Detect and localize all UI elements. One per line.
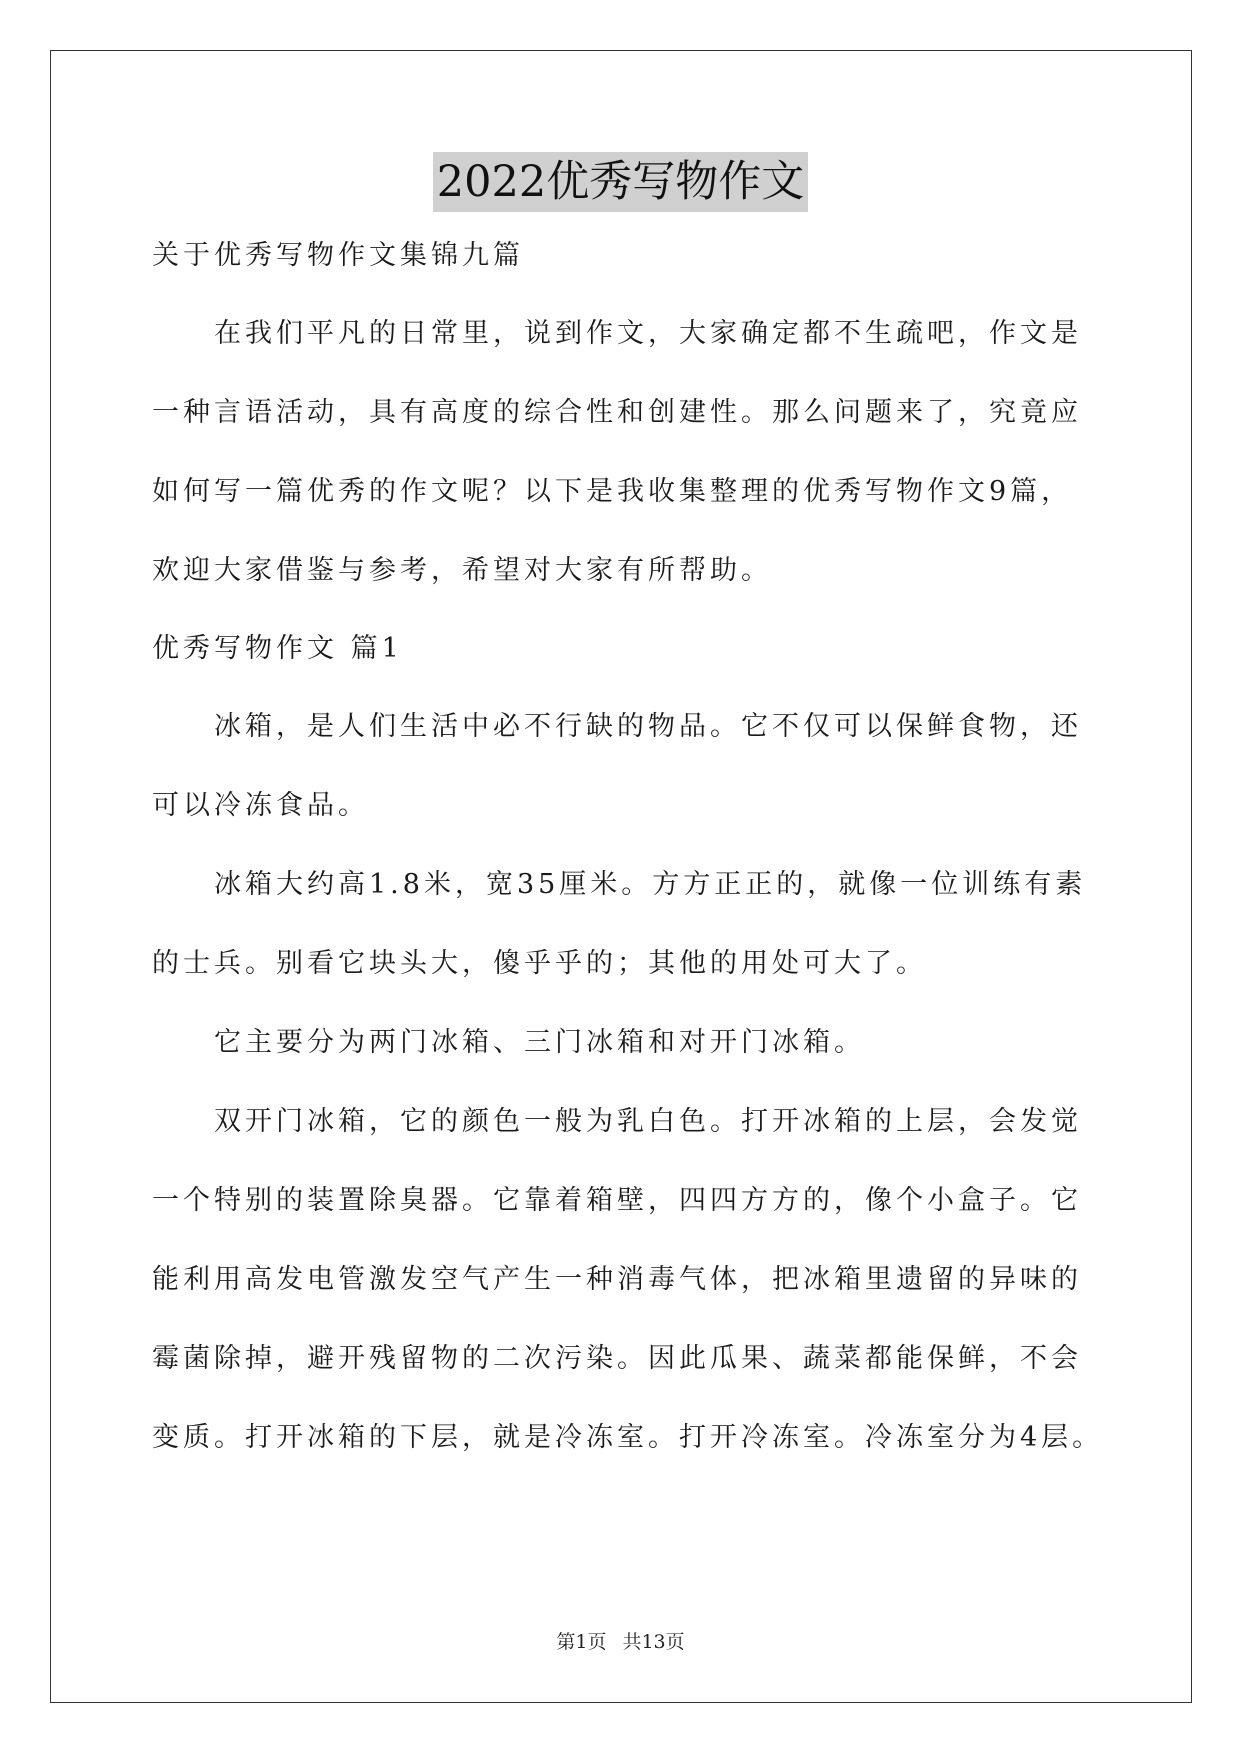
section-heading: 优秀写物作文 篇1	[152, 633, 403, 664]
intro-line: 欢迎大家借鉴与参考，希望对大家有所帮助。	[152, 555, 772, 586]
intro-line: 如何写一篇优秀的作文呢？以下是我收集整理的优秀写物作文9篇，	[152, 476, 1073, 507]
title-container	[0, 152, 1241, 212]
paragraph-line: 的士兵。别看它块头大，傻乎乎的；其他的用处可大了。	[152, 948, 927, 979]
document-title: 2022优秀写物作文	[433, 152, 808, 212]
paragraph-line: 能利用高发电管激发空气产生一种消毒气体，把冰箱里遗留的异味的	[152, 1264, 1082, 1295]
document-subtitle: 关于优秀写物作文集锦九篇	[152, 240, 524, 271]
paragraph-line: 冰箱，是人们生活中必不行缺的物品。它不仅可以保鲜食物，还	[214, 711, 1082, 742]
paragraph-line: 可以冷冻食品。	[152, 790, 369, 821]
paragraph-line: 变质。打开冰箱的下层，就是冷冻室。打开冷冻室。冷冻室分为4层。	[152, 1422, 1104, 1453]
paragraph-line: 冰箱大约高1.8米，宽35厘米。方方正正的，就像一位训练有素	[214, 869, 1087, 900]
intro-line: 在我们平凡的日常里，说到作文，大家确定都不生疏吧，作文是	[214, 318, 1082, 349]
paragraph-line: 它主要分为两门冰箱、三门冰箱和对开门冰箱。	[214, 1027, 865, 1058]
page-footer	[0, 1629, 1241, 1655]
page-number-current: 第1页	[556, 1631, 607, 1653]
paragraph-line: 双开门冰箱，它的颜色一般为乳白色。打开冰箱的上层，会发觉	[214, 1106, 1082, 1137]
page-number-total: 共13页	[622, 1631, 685, 1653]
paragraph-line: 霉菌除掉，避开残留物的二次污染。因此瓜果、蔬菜都能保鲜，不会	[152, 1343, 1082, 1374]
paragraph-line: 一个特别的装置除臭器。它靠着箱壁，四四方方的，像个小盒子。它	[152, 1185, 1082, 1216]
intro-line: 一种言语活动，具有高度的综合性和创建性。那么问题来了，究竟应	[152, 397, 1082, 428]
document-body	[152, 236, 1104, 1458]
